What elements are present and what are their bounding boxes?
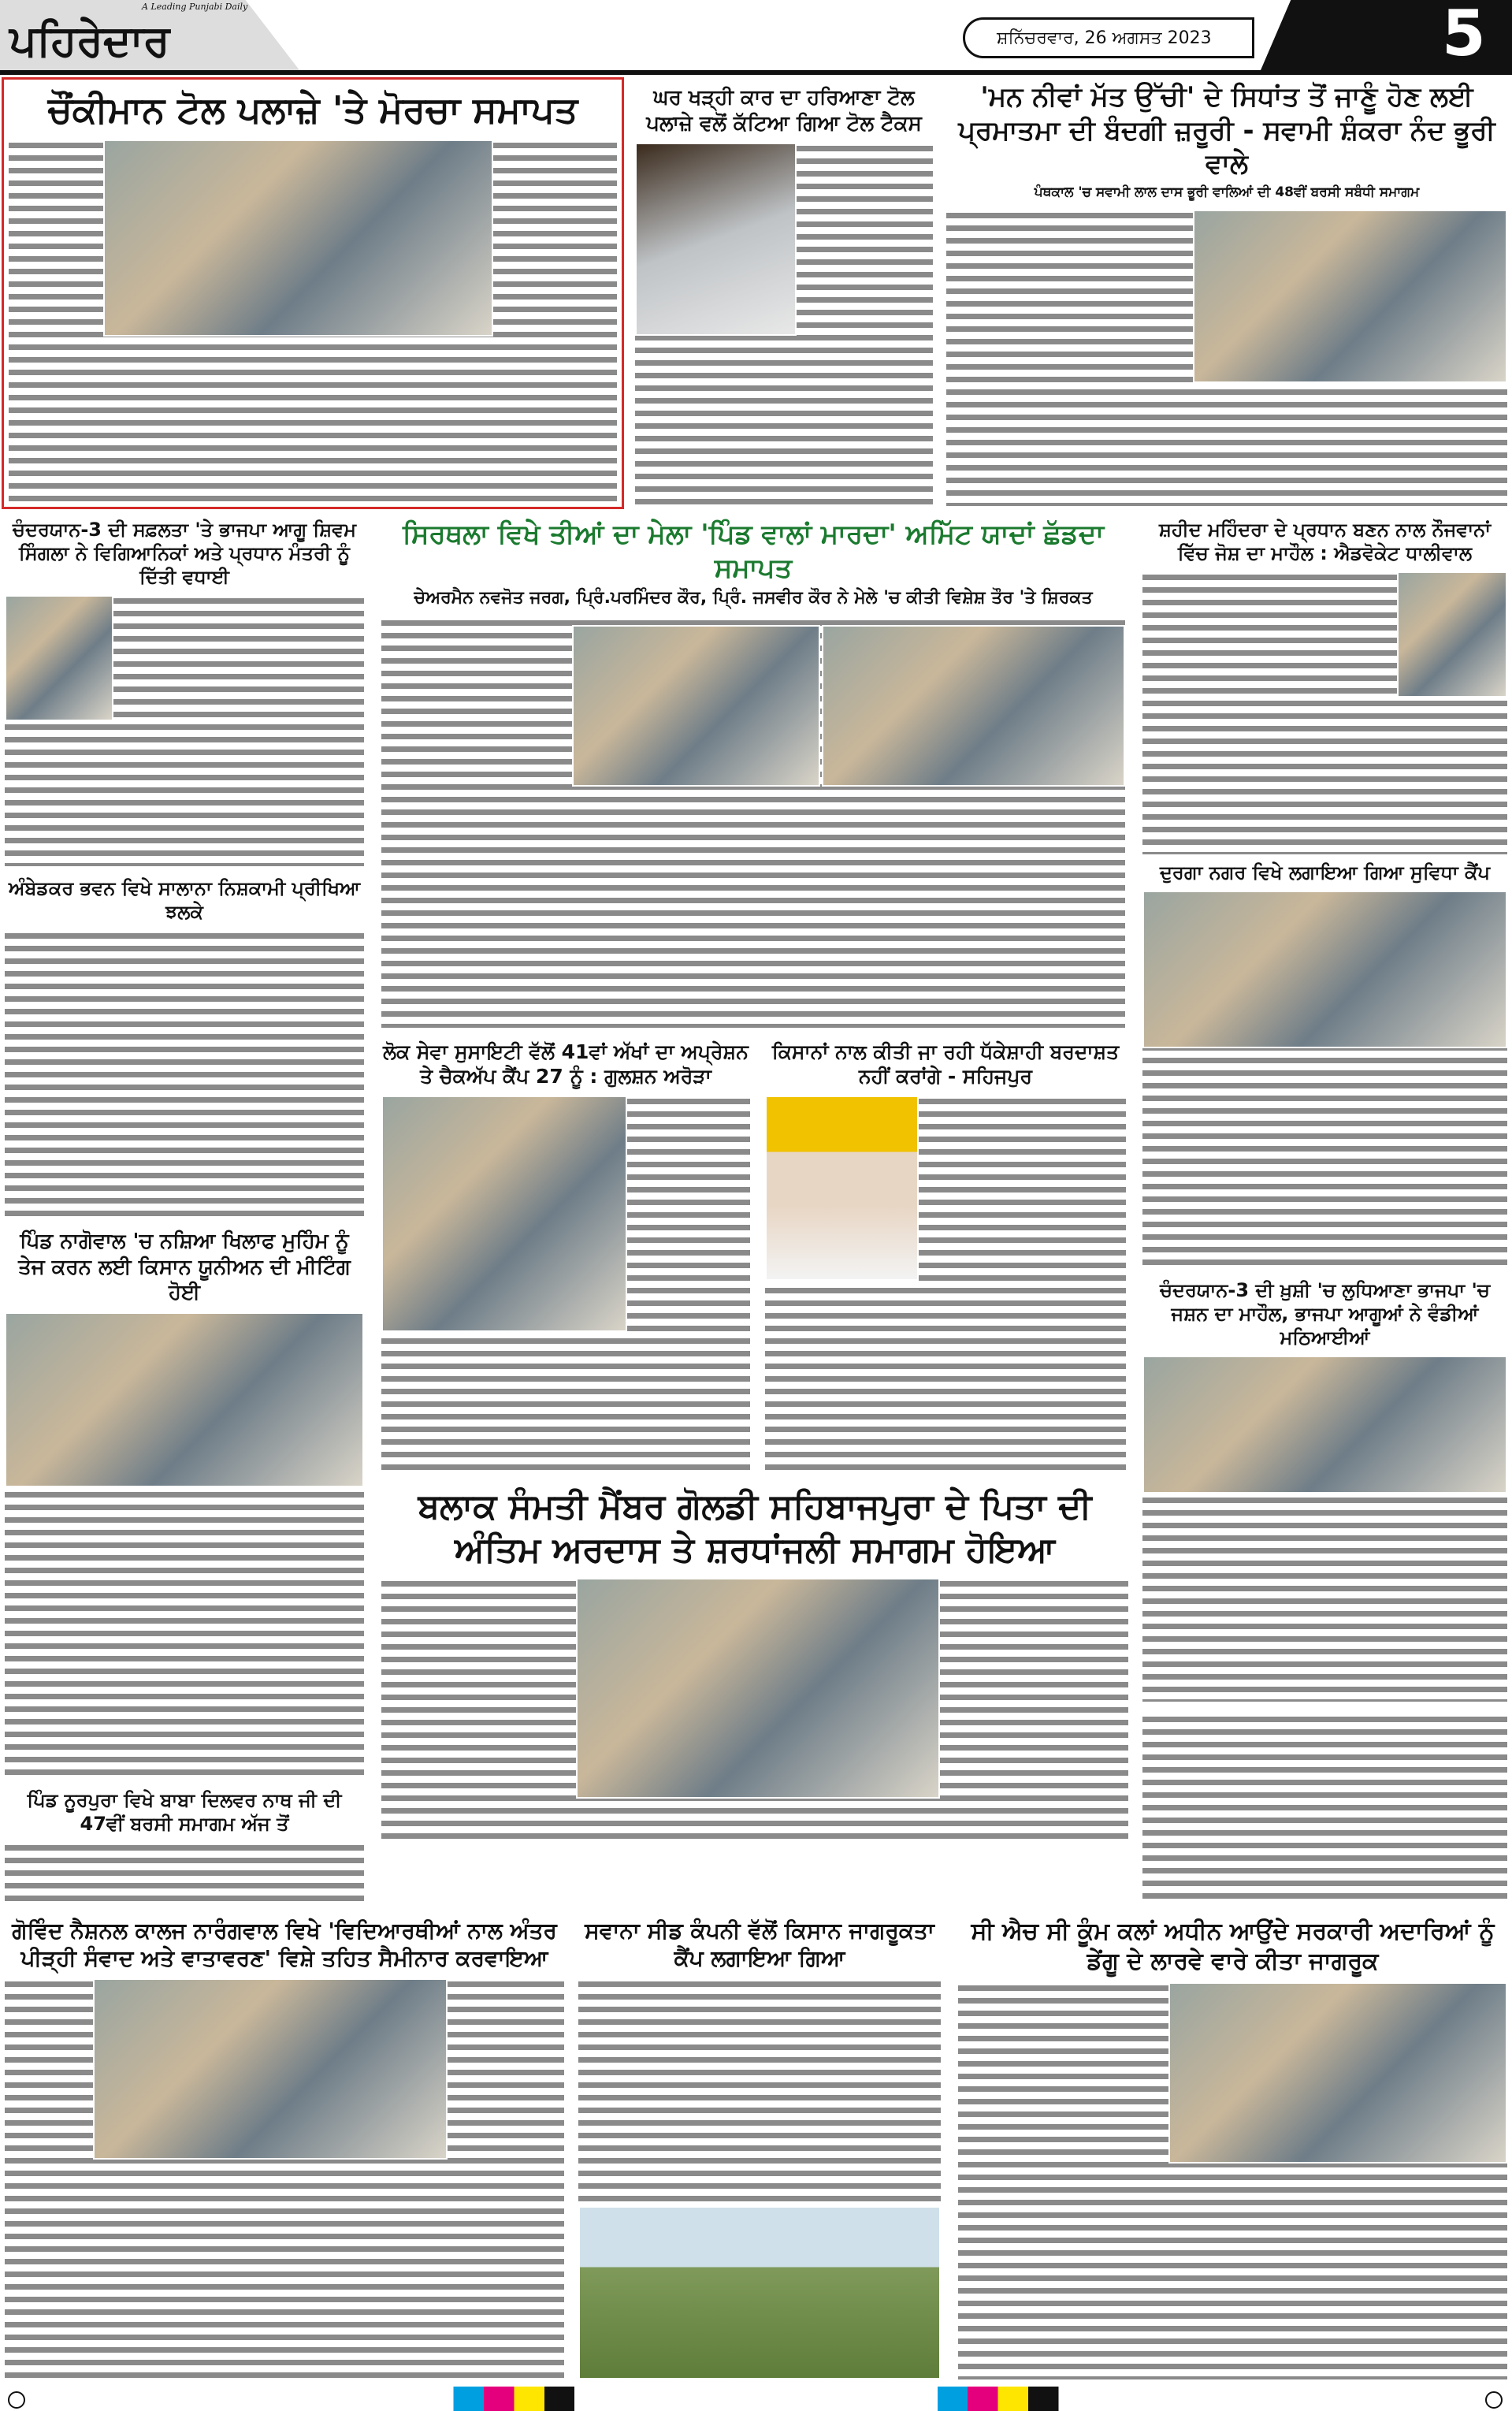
headline: ਚੌਂਕੀਮਾਨ ਟੋਲ ਪਲਾਜ਼ੇ 'ਤੇ ਮੋਰਚਾ ਸਮਾਪਤ (9, 87, 617, 133)
registration-mark (1485, 2391, 1503, 2409)
article-body (635, 143, 933, 506)
article-body (5, 1312, 364, 1779)
article-chc-dengue-awareness (953, 1914, 1512, 2383)
issue-date: ਸ਼ਨਿੱਚਰਵਾਰ, 26 ਅਗਸਤ 2023 (963, 17, 1254, 58)
registration-mark (8, 2391, 25, 2409)
article-shaheed-mahindra (1138, 515, 1512, 858)
headline: ਸੀ ਐਚ ਸੀ ਕੂੰਮ ਕਲਾਂ ਅਧੀਨ ਆਉਂਦੇ ਸਰਕਾਰੀ ਅਦਾਰਿਆਂ ਨੂੰ ਡੇਂਗੂ ਦੇ ਲਾਰਵੇ ਵਾਰੇ ਕੀਤਾ ਜਾਗਰੂਕ (958, 1917, 1507, 1976)
article-body (765, 1096, 1126, 1475)
article-body (1142, 1713, 1507, 1900)
headline: ਚੰਦਰਯਾਨ-3 ਦੀ ਖ਼ੁਸ਼ੀ 'ਚ ਲੁਧਿਆਣਾ ਭਾਜਪਾ 'ਚ ਜਸ਼ਨ ਦਾ ਮਾਹੌਲ, ਭਾਜਪਾ ਆਗੂਆਂ ਨੇ ਵੰਡੀਆਂ ਮਠਿਆਈਆਂ (1142, 1278, 1507, 1349)
subhead: ਪੰਥਕਾਲ 'ਚ ਸਵਾਮੀ ਲਾਲ ਦਾਸ ਭੂਰੀ ਵਾਲਿਆਂ ਦੀ 48ਵੀਂ ਬਰਸੀ ਸਬੰਧੀ ਸਮਾਗਮ (946, 184, 1507, 200)
article-body (1142, 1356, 1507, 1702)
article-kisan-sahijpur (760, 1036, 1131, 1478)
headline: ਅੰਬੇਡਕਰ ਭਵਨ ਵਿਖੇ ਸਾਲਾਨਾ ਨਿਸ਼ਕਾਮੀ ਪ੍ਰੀਖਿਆ ਝਲਕੇ (5, 876, 364, 924)
article-chandrayaan-shivam (0, 515, 369, 869)
headline: ਕਿਸਾਨਾਂ ਨਾਲ ਕੀਤੀ ਜਾ ਰਹੀ ਧੱਕੇਸ਼ਾਹੀ ਬਰਦਾਸ਼ਤ ਨਹੀਂ ਕਰਾਂਗੇ - ਸਹਿਜਪੁਰ (765, 1040, 1126, 1089)
photo (1142, 1356, 1507, 1494)
headline: ਸਿਰਥਲਾ ਵਿਖੇ ਤੀਆਂ ਦਾ ਮੇਲਾ 'ਪਿੰਡ ਵਾਲਾਂ ਮਾਰਦਾ' ਅਮਿੱਟ ਯਾਦਾਂ ਛੱਡਦਾ ਸਮਾਪਤ (381, 518, 1125, 585)
article-chaunkimaan-toll (2, 77, 624, 509)
photo (765, 1096, 919, 1281)
masthead (0, 0, 1512, 75)
photo (635, 143, 797, 336)
article-body (381, 617, 1125, 1028)
photo (5, 595, 113, 721)
print-color-bar (0, 2387, 1512, 2411)
photo (103, 140, 493, 337)
article-eye-camp (377, 1036, 755, 1478)
article-sirthala-teeyan (377, 515, 1130, 1031)
photo (822, 625, 1125, 787)
article-savana-seed-camp (574, 1914, 945, 2383)
article-body (5, 930, 364, 1217)
headline: ਬਲਾਕ ਸੰਮਤੀ ਮੈਂਬਰ ਗੋਲਡੀ ਸਹਿਬਾਜਪੁਰਾ ਦੇ ਪਿਤਾ ਦੀ ਅੰਤਿਮ ਅਰਦਾਸ ਤੇ ਸ਼ਰਧਾਂਜਲੀ ਸਮਾਗਮ ਹੋਇਆ (381, 1485, 1128, 1572)
photo (1142, 891, 1507, 1048)
photo (1168, 1982, 1507, 2164)
article-nagowal-meeting (0, 1226, 369, 1781)
article-body (5, 1978, 564, 2379)
headline: ਲੋਕ ਸੇਵਾ ਸੁਸਾਇਟੀ ਵੱਲੋਂ 41ਵਾਂ ਅੱਖਾਂ ਦਾ ਅਪ੍ਰੇਸ਼ਨ ਤੇ ਚੈਕਅੱਪ ਕੈਂਪ 27 ਨੂੰ : ਗੁਲਸ਼ਨ ਅਰੋੜਾ (381, 1040, 750, 1089)
article-noorpura-barsi (0, 1785, 369, 1910)
article-body (5, 595, 364, 866)
article-body (946, 210, 1507, 507)
article-body (5, 1842, 364, 1907)
article-haryana-toll (630, 77, 938, 509)
article-ludhiana-bjp-celebration (1138, 1275, 1512, 1705)
article-body (1142, 891, 1507, 1268)
headline: ਸ਼ਹੀਦ ਮਹਿੰਦਰਾ ਦੇ ਪ੍ਰਧਾਨ ਬਣਨ ਨਾਲ ਨੌਜਵਾਨਾਂ ਵਿੱਚ ਜੋਸ਼ ਦਾ ਮਾਹੌਲ : ਐਡਵੋਕੇਟ ਧਾਲੀਵਾਲ (1142, 518, 1507, 565)
headline: ਦੁਰਗਾ ਨਗਰ ਵਿਖੇ ਲਗਾਇਆ ਗਿਆ ਸੁਵਿਧਾ ਕੈਂਪ (1142, 861, 1507, 884)
article-body (381, 1096, 750, 1475)
article-body (1142, 571, 1507, 854)
article-goldi-sahibajpura (377, 1482, 1133, 1848)
headline: ਗੋਵਿੰਦ ਨੈਸ਼ਨਲ ਕਾਲਜ ਨਾਰੰਗਵਾਲ ਵਿਖੇ 'ਵਿਦਿਆਰਥੀਆਂ ਨਾਲ ਅੰਤਰ ਪੀੜ੍ਹੀ ਸੰਵਾਦ ਅਤੇ ਵਾਤਾਵਰਣ' ਵਿਸ਼ੇ ਤਹਿਤ ਸੈਮੀਨਾਰ ਕਰਵਾਇਆ (5, 1917, 564, 1972)
article-govind-college-seminar (0, 1914, 569, 2383)
headline: 'ਮਨ ਨੀਵਾਂ ਮੱਤ ਉੱਚੀ' ਦੇ ਸਿਧਾਂਤ ਤੋਂ ਜਾਣੂੰ ਹੋਣ ਲਈ ਪ੍ਰਮਾਤਮਾ ਦੀ ਬੰਦਗੀ ਜ਼ਰੂਰੀ - ਸਵਾਮੀ ਸ਼ੰਕਰਾ ਨੰਦ ਭੂਰੀ ਵਾਲੇ (946, 80, 1507, 181)
headline: ਘਰ ਖੜ੍ਹੀ ਕਾਰ ਦਾ ਹਰਿਆਣਾ ਟੋਲ ਪਲਾਜ਼ੇ ਵਲੋਂ ਕੱਟਿਆ ਗਿਆ ਟੋਲ ਟੈਕਸ (635, 85, 933, 136)
headline: ਸਵਾਨਾ ਸੀਡ ਕੰਪਨੀ ਵੱਲੋਂ ਕਿਸਾਨ ਜਾਗਰੂਕਤਾ ਕੈਂਪ ਲਗਾਇਆ ਗਿਆ (578, 1917, 941, 1972)
headline: ਪਿੰਡ ਨੂਰਪੁਰਾ ਵਿਖੇ ਬਾਬਾ ਦਿਲਵਰ ਨਾਥ ਜੀ ਦੀ 47ਵੀਂ ਬਰਸੀ ਸਮਾਗਮ ਅੱਜ ਤੋਂ (5, 1788, 364, 1836)
photo (578, 2206, 941, 2379)
photo (572, 625, 820, 787)
photo (576, 1578, 940, 1799)
headline: ਚੰਦਰਯਾਨ-3 ਦੀ ਸਫ਼ਲਤਾ 'ਤੇ ਭਾਜਪਾ ਆਗੂ ਸ਼ਿਵਮ ਸਿੰਗਲਾ ਨੇ ਵਿਗਿਆਨਿਕਾਂ ਅਤੇ ਪ੍ਰਧਾਨ ਮੰਤਰੀ ਨੂੰ ਦਿੱਤੀ ਵਧਾਈ (5, 518, 364, 589)
photo (93, 1978, 448, 2160)
photo (1397, 571, 1507, 698)
article-body (9, 140, 617, 504)
photo (5, 1312, 364, 1487)
photo (1193, 210, 1507, 383)
headline: ਪਿੰਡ ਨਾਗੋਵਾਲ 'ਚ ਨਸ਼ਿਆ ਖਿਲਾਫ ਮੁਹਿੰਮ ਨੂੰ ਤੇਜ ਕਰਨ ਲਈ ਕਿਸਾਨ ਯੂਨੀਅਨ ਦੀ ਮੀਟਿੰਗ ਹੋਈ (5, 1229, 364, 1306)
page-number: 5 (1442, 0, 1486, 70)
article-durga-nagar-camp (1138, 858, 1512, 1271)
newspaper-logo: ਪਹਿਰੇਦਾਰ (9, 16, 170, 65)
subhead: ਚੇਅਰਮੈਨ ਨਵਜੋਤ ਜਰਗ, ਪ੍ਰਿੰ.ਪਰਮਿੰਦਰ ਕੌਰ, ਪ੍ਰਿੰ. ਜਸਵੀਰ ਕੌਰ ਨੇ ਮੇਲੇ 'ਚ ਕੀਤੀ ਵਿਸ਼ੇਸ਼ ਤੌਰ 'ਤੇ ਸ਼ਿਰਕਤ (381, 588, 1125, 608)
article-body (958, 1982, 1507, 2379)
article-body (578, 1978, 941, 2379)
article-body (381, 1578, 1128, 1845)
article-continuation (1138, 1710, 1512, 1903)
tagline: A Leading Punjabi Daily (142, 2, 248, 12)
photo (381, 1096, 627, 1332)
article-ambedkar-bhawan (0, 873, 369, 1220)
article-swami-shankra-nand (942, 77, 1512, 509)
